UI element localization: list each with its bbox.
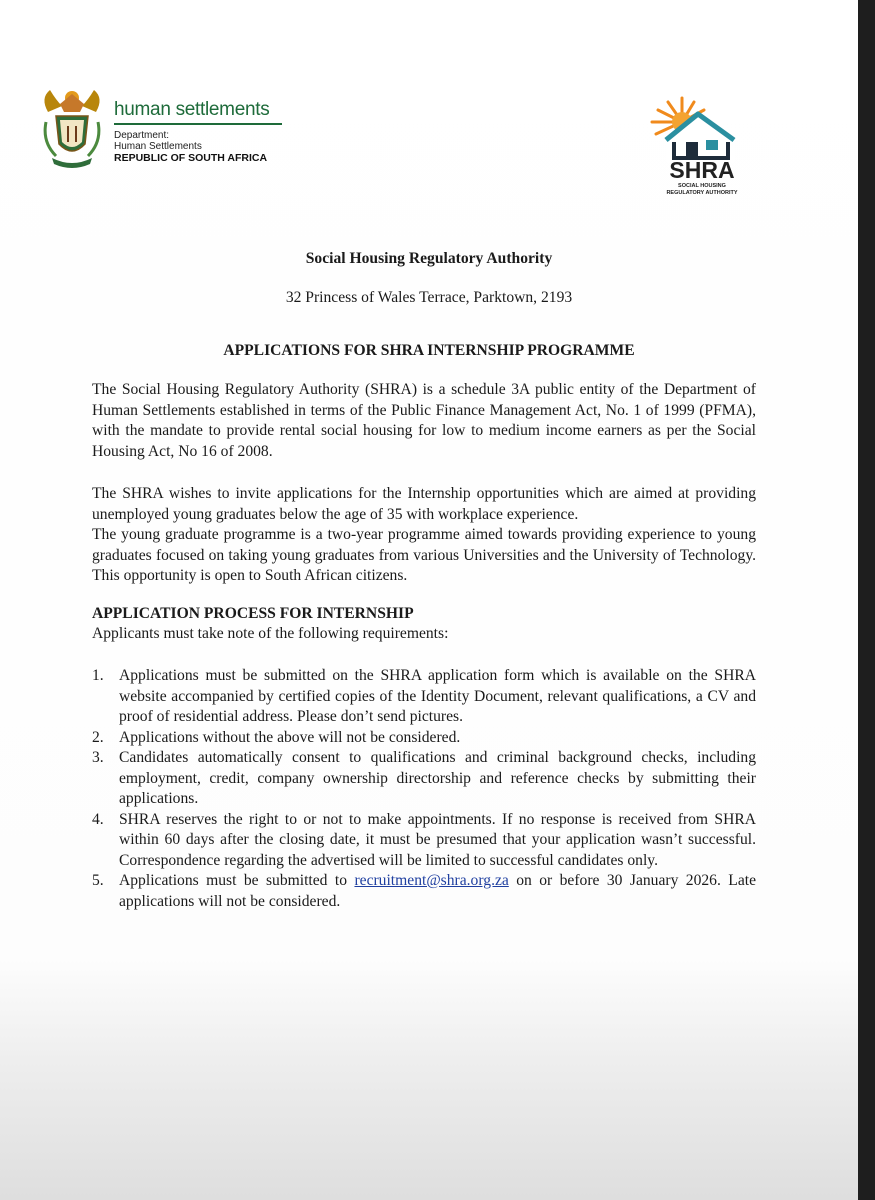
invitation-paragraph: The SHRA wishes to invite applications for the Internship opportunities which are aimed at providing unemployed young graduates below the age of 35 with workplace experience.: [92, 485, 756, 523]
requirements-list: [92, 666, 756, 912]
screen-edge: [858, 0, 875, 1200]
department-branding: [114, 100, 282, 164]
shra-tagline: [656, 183, 748, 196]
list-text: Applications must be submitted on the SHRA application form which is available on the SHRA website accompanied by certified copies of the Identity Document, relevant qualifications, a CV and proof of residential address. Please don’t send pictures.: [119, 667, 756, 725]
list-number: 3.: [92, 749, 104, 766]
list-number: 4.: [92, 810, 104, 828]
list-item: [92, 728, 756, 749]
list-number: 1.: [92, 667, 104, 684]
dept-line-2: Human Settlements: [114, 141, 202, 152]
list-number: 2.: [92, 728, 104, 746]
dept-line-1: Department:: [114, 130, 170, 141]
list-item: [92, 810, 756, 872]
brand-rule: [114, 123, 282, 125]
intro-paragraph: The Social Housing Regulatory Authority (SHRA) is a schedule 3A public entity of the Department of Human Settlements established in terms of the Public Finance Management Act, No. 1 of 1999 (PFMA), with the mandate to provide rental social housing for low to medium income earners as per the Social Housing Act, No 16 of 2008.: [92, 381, 756, 460]
list-text-after-email: on or before 30 January 2026. Late applications will not be considered.: [119, 872, 756, 910]
list-text: Candidates automatically consent to qualifications and criminal background checks, including employment, credit, company ownership directorship and reference checks by submitting their applications.: [119, 749, 756, 807]
programme-paragraph: The young graduate programme is a two-year programme aimed towards providing experience to young graduates focused on taking young graduates from various Universities and the University of Technology. This opportunity is open to South African citizens.: [92, 526, 756, 584]
dept-brand-name: human settlements: [114, 99, 270, 120]
list-item: [92, 871, 756, 912]
list-text: SHRA reserves the right to or not to make appointments. If no response is received from SHRA within 60 days after the closing date, it must be presumed that your application wasn’t successful. Correspondence regarding the advertised will be limited to successful candidates only.: [119, 810, 756, 869]
list-item: [92, 666, 756, 728]
shra-wordmark: SHRA: [669, 157, 735, 183]
organisation-name: Social Housing Regulatory Authority: [305, 250, 553, 267]
process-heading: APPLICATION PROCESS FOR INTERNSHIP: [92, 605, 414, 622]
shra-tagline-line-2: REGULATORY AUTHORITY: [666, 189, 738, 196]
organisation-address: 32 Princess of Wales Terrace, Parktown, 2193: [285, 289, 573, 306]
list-item: [92, 748, 756, 810]
recruitment-email-link[interactable]: recruitment@shra.org.za: [354, 872, 509, 889]
document-heading: APPLICATIONS FOR SHRA INTERNSHIP PROGRAMME: [223, 342, 635, 359]
list-number: 5.: [92, 872, 104, 889]
shra-tagline-line-1: SOCIAL HOUSING: [678, 183, 726, 189]
list-text-before-email: Applications must be submitted to: [119, 872, 355, 889]
process-intro: Applicants must take note of the following requirements:: [92, 625, 449, 642]
coat-of-arms-logo: [38, 86, 106, 172]
dept-line-3: REPUBLIC OF SOUTH AFRICA: [114, 152, 268, 164]
list-text: Applications without the above will not be considered.: [119, 728, 461, 746]
